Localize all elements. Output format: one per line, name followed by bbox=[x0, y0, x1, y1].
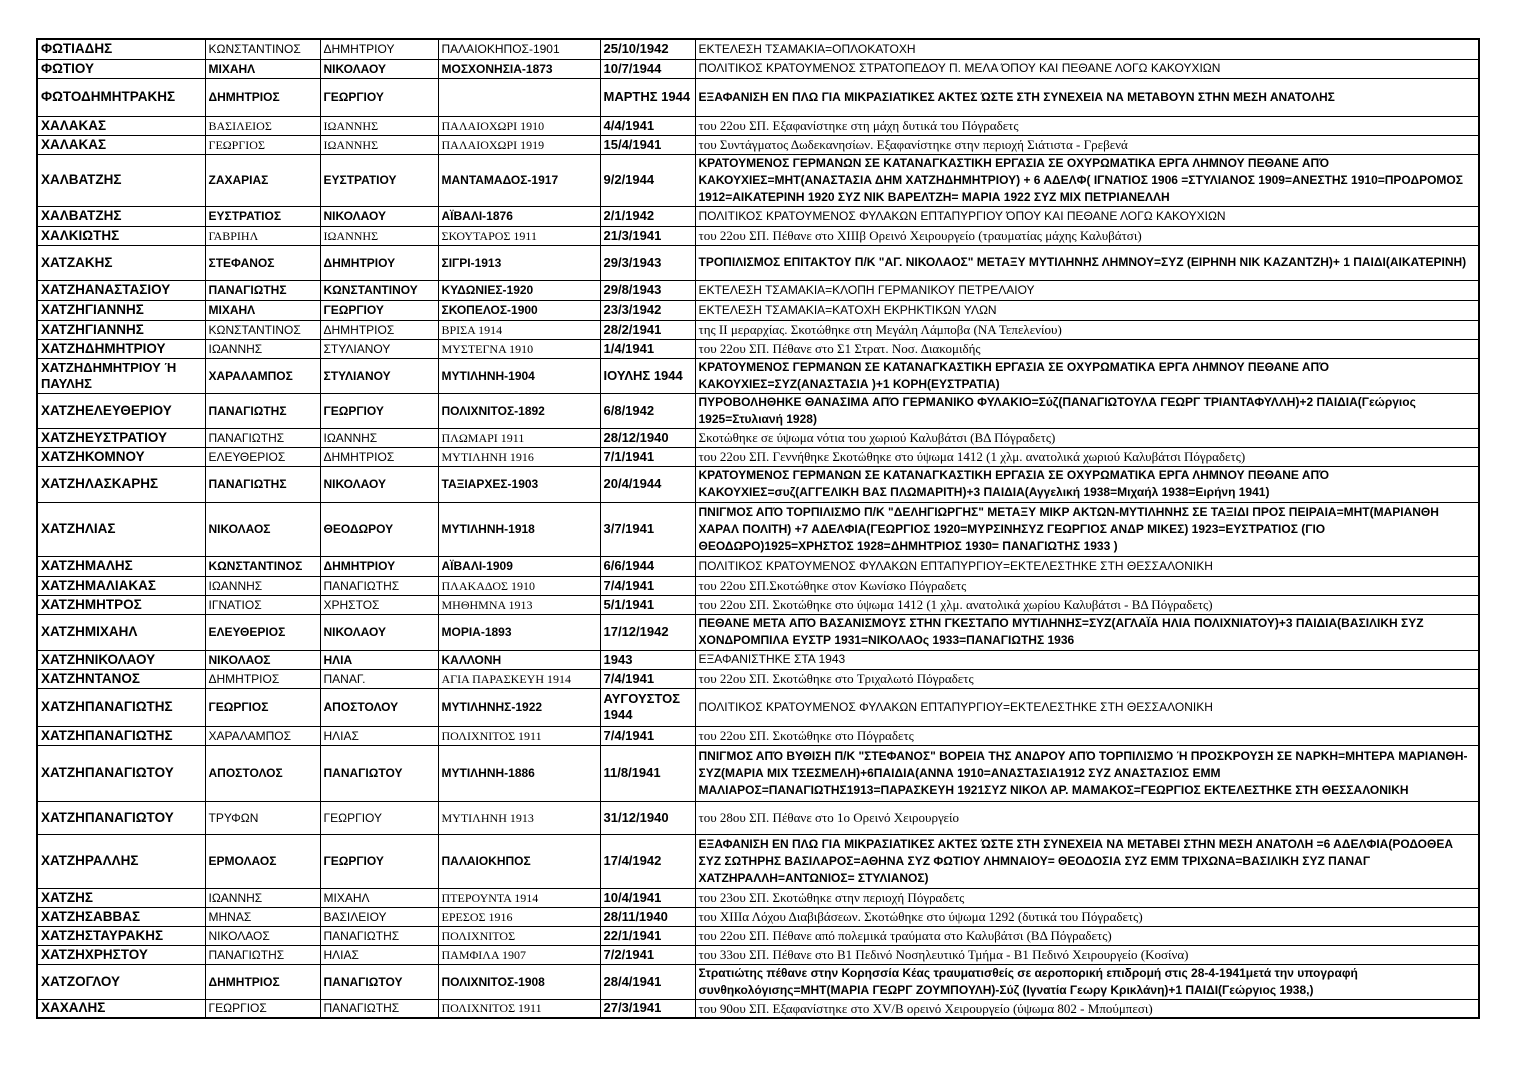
birthplace-cell: ΜΥΤΙΛΗΝΗΣ-1922 bbox=[438, 688, 600, 726]
surname-cell: ΧΑΤΖΗΛΙΑΣ bbox=[37, 502, 205, 556]
father-name-cell: ΝΙΚΟΛΑΟΥ bbox=[320, 614, 438, 650]
surname-cell: ΧΑΤΖΗΣΤΑΥΡΑΚΗΣ bbox=[37, 926, 205, 945]
birthplace-cell: ΜΥΤΙΛΗΝΗ 1913 bbox=[438, 801, 600, 834]
description-cell: ΤΡΟΠΙΛΙΣΜΟΣ ΕΠΙΤΑΚΤΟΥ Π/Κ "ΑΓ. ΝΙΚΟΛΑΟΣ" ΜΕΤΑΞΥ ΜΥΤΙΛΗΝΗΣ ΛΗΜΝΟΥ=ΣΥΖ (ΕΙΡΗΝΗ ΝΙΚ ΚΑΖΑΝΤΖΗ)+ 1 ΠΑΙΔΙ(ΑΙΚΑΤΕΡΙΝΗ) bbox=[695, 245, 1479, 280]
father-name-cell: ΘΕΟΔΩΡΟΥ bbox=[320, 502, 438, 556]
surname-cell: ΧΑΤΖΗΕΛΕΥΘΕΡΙΟΥ bbox=[37, 393, 205, 428]
table-row bbox=[37, 245, 1479, 280]
surname-cell: ΦΩΤΟΔΗΜΗΤΡΑΚΗΣ bbox=[37, 78, 205, 116]
surname-cell: ΧΑΤΖΗΜΙΧΑΗΛ bbox=[37, 614, 205, 650]
date-cell: 5/1/1941 bbox=[600, 595, 695, 614]
first-name-cell: ΧΑΡΑΛΑΜΠΟΣ bbox=[205, 358, 320, 393]
description-cell: του 22ου ΣΠ. Πέθανε από πολεμικά τραύματα στο Καλυβάτσι (ΒΔ Πόγραδετς) bbox=[695, 926, 1479, 945]
description-cell: ΕΚΤΕΛΕΣΗ ΤΣΑΜΑΚΙΑ=ΚΛΟΠΗ ΓΕΡΜΑΝΙΚΟΥ ΠΕΤΡΕΛΑΙΟΥ bbox=[695, 280, 1479, 300]
table-row bbox=[37, 669, 1479, 688]
first-name-cell: ΠΑΝΑΓΙΩΤΗΣ bbox=[205, 393, 320, 428]
birthplace-cell: ΚΑΛΛΟΝΗ bbox=[438, 650, 600, 669]
date-cell: 7/4/1941 bbox=[600, 669, 695, 688]
date-cell: 7/4/1941 bbox=[600, 576, 695, 595]
date-cell: 6/8/1942 bbox=[600, 393, 695, 428]
first-name-cell: ΓΑΒΡΙΗΛ bbox=[205, 226, 320, 245]
father-name-cell: ΝΙΚΟΛΑΟΥ bbox=[320, 59, 438, 78]
description-cell: ΠΟΛΙΤΙΚΟΣ ΚΡΑΤΟΥΜΕΝΟΣ ΣΤΡΑΤΟΠΕΔΟΥ Π. ΜΕΛΑ ΌΠΟΥ ΚΑΙ ΠΕΘΑΝΕ ΛΟΓΩ ΚΑΚΟΥΧΙΩΝ bbox=[695, 59, 1479, 78]
first-name-cell: ΔΗΜΗΤΡΙΟΣ bbox=[205, 78, 320, 116]
date-cell: 17/4/1942 bbox=[600, 834, 695, 888]
first-name-cell: ΕΥΣΤΡΑΤΙΟΣ bbox=[205, 206, 320, 226]
date-cell: 10/4/1941 bbox=[600, 888, 695, 907]
surname-cell: ΧΑΤΖΟΓΛΟΥ bbox=[37, 964, 205, 999]
description-cell: ΕΞΑΦΑΝΙΣΤΗΚΕ ΣΤΑ 1943 bbox=[695, 650, 1479, 669]
birthplace-cell: ΜΟΡΙΑ-1893 bbox=[438, 614, 600, 650]
surname-cell: ΧΑΤΖΗΡΑΛΛΗΣ bbox=[37, 834, 205, 888]
father-name-cell: ΠΑΝΑΓΙΩΤΟΥ bbox=[320, 964, 438, 999]
father-name-cell: ΔΗΜΗΤΡΙΟΥ bbox=[320, 245, 438, 280]
birthplace-cell: ΠΟΛΙΧΝΙΤΟΣ 1911 bbox=[438, 726, 600, 745]
date-cell: 28/2/1941 bbox=[600, 320, 695, 339]
surname-cell: ΧΑΤΖΗΠΑΝΑΓΙΩΤΗΣ bbox=[37, 688, 205, 726]
birthplace-cell: ΑΪΒΑΛΙ-1909 bbox=[438, 556, 600, 576]
father-name-cell: ΣΤΥΛΙΑΝΟΥ bbox=[320, 339, 438, 358]
table-row bbox=[37, 154, 1479, 206]
father-name-cell: ΜΙΧΑΗΛ bbox=[320, 888, 438, 907]
table-row bbox=[37, 78, 1479, 116]
date-cell: 29/3/1943 bbox=[600, 245, 695, 280]
date-cell: 28/4/1941 bbox=[600, 964, 695, 999]
date-cell: 6/6/1944 bbox=[600, 556, 695, 576]
surname-cell: ΧΑΤΖΗΔΗΜΗΤΡΙΟΥ bbox=[37, 339, 205, 358]
first-name-cell: ΠΑΝΑΓΙΩΤΗΣ bbox=[205, 466, 320, 502]
date-cell: 1943 bbox=[600, 650, 695, 669]
description-cell: ΠΕΘΑΝΕ ΜΕΤΑ ΑΠΌ ΒΑΣΑΝΙΣΜΟΥΣ ΣΤΗΝ ΓΚΕΣΤΑΠΟ ΜΥΤΙΛΗΝΗΣ=ΣΥΖ(ΑΓΛΑΪΑ ΗΛΙΑ ΠΟΛΙΧΝΙΑΤΟΥ)+3 ΠΑΙΔΙΑ(ΒΑΣΙΛΙΚΗ ΣΥΖ ΧΟΝΔΡΟΜΠΙΛΑ ΕΥΣΤΡ 1931=ΝΙΚΟΛΑΟς 1933=ΠΑΝΑΓΙΩΤΗΣ 1936 bbox=[695, 614, 1479, 650]
description-cell: ΠΝΙΓΜΟΣ ΑΠΌ ΒΥΘΙΣΗ Π/Κ "ΣΤΕΦΑΝΟΣ" ΒΟΡΕΙΑ ΤΗΣ ΑΝΔΡΟΥ ΑΠΌ ΤΟΡΠΙΛΙΣΜΟ Ή ΠΡΟΣΚΡΟΥΣΗ ΣΕ ΝΑΡΚΗ=ΜΗΤΕΡΑ ΜΑΡΙΑΝΘΗ-ΣΥΖ(ΜΑΡΙΑ ΜΙΧ ΤΣΕΣΜΕΛΗ)+6ΠΑΙΔΙΑ(ΑΝΝΑ 1910=ΑΝΑΣΤΑΣΙΑ1912 ΣΥΖ ΑΝΑΣΤΑΣΙΟΣ ΕΜΜ ΜΑΛΙΑΡΟΣ=ΠΑΝΑΓΙΩΤΗΣ1913=ΠΑΡΑΣΚΕΥΗ 1921ΣΥΖ ΝΙΚΟΛ ΑΡ. ΜΑΜΑΚΟΣ=ΓΕΩΡΓΙΟΣ ΕΚΤΕΛΕΣΤΗΚΕ ΣΤΗ ΘΕΣΣΑΛΟΝΙΚΗ bbox=[695, 745, 1479, 801]
birthplace-cell: ΣΚΟΥΤΑΡΟΣ 1911 bbox=[438, 226, 600, 245]
first-name-cell: ΙΩΑΝΝΗΣ bbox=[205, 888, 320, 907]
father-name-cell: ΗΛΙΑ bbox=[320, 650, 438, 669]
first-name-cell: ΣΤΕΦΑΝΟΣ bbox=[205, 245, 320, 280]
table-row bbox=[37, 726, 1479, 745]
surname-cell: ΧΑΤΖΗΣ bbox=[37, 888, 205, 907]
description-cell: του 22ου ΣΠ. Σκοτώθηκε στο Τριχαλωτό Πόγραδετς bbox=[695, 669, 1479, 688]
table-row bbox=[37, 39, 1479, 59]
birthplace-cell: ΜΥΤΙΛΗΝΗ-1904 bbox=[438, 358, 600, 393]
father-name-cell: ΣΤΥΛΙΑΝΟΥ bbox=[320, 358, 438, 393]
table-row bbox=[37, 502, 1479, 556]
father-name-cell: ΙΩΑΝΝΗΣ bbox=[320, 428, 438, 447]
description-cell: ΕΚΤΕΛΕΣΗ ΤΣΑΜΑΚΙΑ=ΟΠΛΟΚΑΤΟΧΗ bbox=[695, 39, 1479, 59]
table-row bbox=[37, 999, 1479, 1018]
surname-cell: ΧΑΤΖΗΠΑΝΑΓΙΩΤΗΣ bbox=[37, 726, 205, 745]
date-cell: 15/4/1941 bbox=[600, 135, 695, 154]
date-cell: 29/8/1943 bbox=[600, 280, 695, 300]
description-cell: ΚΡΑΤΟΥΜΕΝΟΣ ΓΕΡΜΑΝΩΝ ΣΕ ΚΑΤΑΝΑΓΚΑΣΤΙΚΗ ΕΡΓΑΣΙΑ ΣΕ ΟΧΥΡΩΜΑΤΙΚΑ ΕΡΓΑ ΛΗΜΝΟΥ ΠΕΘΑΝΕ ΑΠΌ ΚΑΚΟΥΧΙΕΣ=συζ(ΑΓΓΕΛΙΚΗ ΒΑΣ ΠΛΩΜΑΡΙΤΗ)+3 ΠΑΙΔΙΑ(Αγγελική 1938=Μιχαήλ 1938=Ειρήνη 1941) bbox=[695, 466, 1479, 502]
surname-cell: ΧΑΤΖΗΚΟΜΝΟΥ bbox=[37, 447, 205, 466]
date-cell: 7/1/1941 bbox=[600, 447, 695, 466]
surname-cell: ΧΑΤΖΗΝΤΑΝΟΣ bbox=[37, 669, 205, 688]
description-cell: ΕΞΑΦΑΝΙΣΗ ΕΝ ΠΛΩ ΓΙΑ ΜΙΚΡΑΣΙΑΤΙΚΕΣ ΑΚΤΕΣ ΏΣΤΕ ΣΤΗ ΣΥΝΕΧΕΙΑ ΝΑ ΜΕΤΑΒΟΥΝ ΣΤΗΝ ΜΕΣΗ ΑΝΑΤΟΛΗΣ bbox=[695, 78, 1479, 116]
birthplace-cell: ΑΓΙΑ ΠΑΡΑΣΚΕΥΗ 1914 bbox=[438, 669, 600, 688]
father-name-cell: ΙΩΑΝΝΗΣ bbox=[320, 226, 438, 245]
father-name-cell: ΠΑΝΑΓΙΩΤΗΣ bbox=[320, 999, 438, 1018]
table-row bbox=[37, 926, 1479, 945]
table-row bbox=[37, 466, 1479, 502]
table-row bbox=[37, 339, 1479, 358]
father-name-cell: ΠΑΝΑΓ. bbox=[320, 669, 438, 688]
first-name-cell: ΕΛΕΥΘΕΡΙΟΣ bbox=[205, 614, 320, 650]
date-cell: 20/4/1944 bbox=[600, 466, 695, 502]
father-name-cell: ΙΩΑΝΝΗΣ bbox=[320, 116, 438, 135]
first-name-cell: ΝΙΚΟΛΑΟΣ bbox=[205, 502, 320, 556]
date-cell: 23/3/1942 bbox=[600, 300, 695, 320]
father-name-cell: ΓΕΩΡΓΙΟΥ bbox=[320, 78, 438, 116]
date-cell: ΜΑΡΤΗΣ 1944 bbox=[600, 78, 695, 116]
birthplace-cell: ΠΑΛΑΙΟΧΩΡΙ 1910 bbox=[438, 116, 600, 135]
father-name-cell: ΗΛΙΑΣ bbox=[320, 945, 438, 964]
description-cell: του 23ου ΣΠ. Σκοτώθηκε στην περιοχή Πόγραδετς bbox=[695, 888, 1479, 907]
description-cell: του 22ου ΣΠ. Εξαφανίστηκε στη μάχη δυτικά του Πόγραδετς bbox=[695, 116, 1479, 135]
first-name-cell: ΠΑΝΑΓΙΩΤΗΣ bbox=[205, 280, 320, 300]
first-name-cell: ΝΙΚΟΛΑΟΣ bbox=[205, 650, 320, 669]
father-name-cell: ΠΑΝΑΓΙΩΤΗΣ bbox=[320, 926, 438, 945]
surname-cell: ΧΑΤΖΗΧΡΗΣΤΟΥ bbox=[37, 945, 205, 964]
surname-cell: ΧΑΤΖΗΑΝΑΣΤΑΣΙΟΥ bbox=[37, 280, 205, 300]
description-cell: ΕΚΤΕΛΕΣΗ ΤΣΑΜΑΚΙΑ=ΚΑΤΟΧΗ ΕΚΡΗΚΤΙΚΩΝ ΥΛΩΝ bbox=[695, 300, 1479, 320]
surname-cell: ΧΑΤΖΗΜΑΛΙΑΚΑΣ bbox=[37, 576, 205, 595]
surname-cell: ΧΑΤΖΗΣΑΒΒΑΣ bbox=[37, 907, 205, 926]
birthplace-cell: ΜΥΤΙΛΗΝΗ-1918 bbox=[438, 502, 600, 556]
date-cell: ΙΟΥΛΗΣ 1944 bbox=[600, 358, 695, 393]
surname-cell: ΧΑΤΖΗΓΙΑΝΝΗΣ bbox=[37, 300, 205, 320]
records-table-body bbox=[37, 39, 1479, 1018]
description-cell: του ΧΙΙΙα Λόχου Διαβιβάσεων. Σκοτώθηκε στο ύψωμα 1292 (δυτικά του Πόγραδετς) bbox=[695, 907, 1479, 926]
father-name-cell: ΝΙΚΟΛΑΟΥ bbox=[320, 466, 438, 502]
date-cell: 1/4/1941 bbox=[600, 339, 695, 358]
date-cell: 7/2/1941 bbox=[600, 945, 695, 964]
father-name-cell: ΕΥΣΤΡΑΤΙΟΥ bbox=[320, 154, 438, 206]
table-row bbox=[37, 888, 1479, 907]
first-name-cell: ΜΙΧΑΗΛ bbox=[205, 300, 320, 320]
surname-cell: ΦΩΤΙΟΥ bbox=[37, 59, 205, 78]
date-cell: 2/1/1942 bbox=[600, 206, 695, 226]
description-cell: ΠΝΙΓΜΟΣ ΑΠΌ ΤΟΡΠΙΛΙΣΜΟ Π/Κ "ΔΕΛΗΓΙΩΡΓΗΣ" ΜΕΤΑΞΥ ΜΙΚΡ ΑΚΤΩΝ-ΜΥΤΙΛΗΝΗΣ ΣΕ ΤΑΞΙΔΙ ΠΡΟΣ ΠΕΙΡΑΙΑ=ΜΗΤ(ΜΑΡΙΑΝΘΗ ΧΑΡΑΛ ΠΟΛΙΤΗ) +7 ΑΔΕΛΦΙΑ(ΓΕΩΡΓΙΟΣ 1920=ΜΥΡΣΙΝΗΣΥΖ ΓΕΩΡΓΙΟΣ ΑΝΔΡ ΜΙΚΕΣ) 1923=ΕΥΣΤΡΑΤΙΟΣ (ΓΙΟ ΘΕΟΔΩΡΟ)1925=ΧΡΗΣΤΟΣ 1928=ΔΗΜΗΤΡΙΟΣ 1930= ΠΑΝΑΓΙΩΤΗΣ 1933 ) bbox=[695, 502, 1479, 556]
date-cell: 21/3/1941 bbox=[600, 226, 695, 245]
description-cell: του 90ου ΣΠ. Εξαφανίστηκε στο ΧV/B ορεινό Χειρουργείο (ύψωμα 802 - Μπούμπεσι) bbox=[695, 999, 1479, 1018]
birthplace-cell: ΜΥΤΙΛΗΝΗ 1916 bbox=[438, 447, 600, 466]
date-cell: 4/4/1941 bbox=[600, 116, 695, 135]
birthplace-cell: ΠΟΛΙΧΝΙΤΟΣ bbox=[438, 926, 600, 945]
table-row bbox=[37, 320, 1479, 339]
birthplace-cell: ΠΟΛΙΧΝΙΤΟΣ-1892 bbox=[438, 393, 600, 428]
date-cell: 27/3/1941 bbox=[600, 999, 695, 1018]
first-name-cell: ΙΩΑΝΝΗΣ bbox=[205, 576, 320, 595]
records-table bbox=[36, 38, 1480, 1019]
table-row bbox=[37, 945, 1479, 964]
date-cell: 28/12/1940 bbox=[600, 428, 695, 447]
date-cell: 11/8/1941 bbox=[600, 745, 695, 801]
father-name-cell: ΓΕΩΡΓΙΟΥ bbox=[320, 393, 438, 428]
first-name-cell: ΖΑΧΑΡΙΑΣ bbox=[205, 154, 320, 206]
table-row bbox=[37, 447, 1479, 466]
first-name-cell: ΠΑΝΑΓΙΩΤΗΣ bbox=[205, 945, 320, 964]
surname-cell: ΧΑΤΖΗΕΥΣΤΡΑΤΙΟΥ bbox=[37, 428, 205, 447]
birthplace-cell: ΠΑΛΑΙΟΧΩΡΙ 1919 bbox=[438, 135, 600, 154]
first-name-cell: ΔΗΜΗΤΡΙΟΣ bbox=[205, 669, 320, 688]
table-row bbox=[37, 393, 1479, 428]
table-row bbox=[37, 59, 1479, 78]
first-name-cell: ΓΕΩΡΓΙΟΣ bbox=[205, 999, 320, 1018]
father-name-cell: ΓΕΩΡΓΙΟΥ bbox=[320, 300, 438, 320]
birthplace-cell: ΠΟΛΙΧΝΙΤΟΣ-1908 bbox=[438, 964, 600, 999]
birthplace-cell: ΤΑΞΙΑΡΧΕΣ-1903 bbox=[438, 466, 600, 502]
description-cell: του 22ου ΣΠ. Γεννήθηκε Σκοτώθηκε στο ύψωμα 1412 (1 χλμ. ανατολικά χωριού Καλυβάτσι Πόγραδετς) bbox=[695, 447, 1479, 466]
table-row bbox=[37, 745, 1479, 801]
birthplace-cell bbox=[438, 78, 600, 116]
first-name-cell: ΑΠΟΣΤΟΛΟΣ bbox=[205, 745, 320, 801]
date-cell: 7/4/1941 bbox=[600, 726, 695, 745]
date-cell: 9/2/1944 bbox=[600, 154, 695, 206]
table-row bbox=[37, 428, 1479, 447]
table-row bbox=[37, 907, 1479, 926]
father-name-cell: ΓΕΩΡΓΙΟΥ bbox=[320, 801, 438, 834]
date-cell: 22/1/1941 bbox=[600, 926, 695, 945]
description-cell: ΠΥΡΟΒΟΛΗΘΗΚΕ ΘΑΝΑΣΙΜΑ ΑΠΌ ΓΕΡΜΑΝΙΚΟ ΦΥΛΑΚΙΟ=Σύζ(ΠΑΝΑΓΙΩΤΟΥΛΑ ΓΕΩΡΓ ΤΡΙΑΝΤΑΦΥΛΛΗ)+2 ΠΑΙΔΙΑ(Γεώργιος 1925=Στυλιανή 1928) bbox=[695, 393, 1479, 428]
table-row bbox=[37, 116, 1479, 135]
description-cell: του 33ου ΣΠ. Πέθανε στο Β1 Πεδινό Νοσηλευτικό Τμήμα - Β1 Πεδινό Χειρουργείο (Κοσίνα) bbox=[695, 945, 1479, 964]
first-name-cell: ΙΩΑΝΝΗΣ bbox=[205, 339, 320, 358]
date-cell: 25/10/1942 bbox=[600, 39, 695, 59]
birthplace-cell: ΜΥΤΙΛΗΝΗ-1886 bbox=[438, 745, 600, 801]
description-cell: του 22ου ΣΠ. Πέθανε στο ΧΙΙΙβ Ορεινό Χειρουργείο (τραυματίας μάχης Καλυβάτσι) bbox=[695, 226, 1479, 245]
description-cell: του 22ου ΣΠ. Σκοτώθηκε στο Πόγραδετς bbox=[695, 726, 1479, 745]
table-row bbox=[37, 595, 1479, 614]
table-row bbox=[37, 556, 1479, 576]
surname-cell: ΧΑΛΚΙΩΤΗΣ bbox=[37, 226, 205, 245]
description-cell: της ΙΙ μεραρχίας. Σκοτώθηκε στη Μεγάλη Λάμποβα (ΝΑ Τεπελενίου) bbox=[695, 320, 1479, 339]
table-row bbox=[37, 576, 1479, 595]
first-name-cell: ΒΑΣΙΛΕΙΟΣ bbox=[205, 116, 320, 135]
description-cell: ΚΡΑΤΟΥΜΕΝΟΣ ΓΕΡΜΑΝΩΝ ΣΕ ΚΑΤΑΝΑΓΚΑΣΤΙΚΗ ΕΡΓΑΣΙΑ ΣΕ ΟΧΥΡΩΜΑΤΙΚΑ ΕΡΓΑ ΛΗΜΝΟΥ ΠΕΘΑΝΕ ΑΠΌ ΚΑΚΟΥΧΙΕΣ=ΜΗΤ(ΑΝΑΣΤΑΣΙΑ ΔΗΜ ΧΑΤΖΗΔΗΜΗΤΡΙΟΥ) + 6 ΑΔΕΛΦ( ΙΓΝΑΤΙΟΣ 1906 =ΣΤΥΛΙΑΝΟΣ 1909=ΑΝΕΣΤΗΣ 1910=ΠΡΟΔΡΟΜΟΣ 1912=ΑΙΚΑΤΕΡΙΝΗ 1920 ΣΥΖ ΝΙΚ ΒΑΡΕΛΤΖΗ= ΜΑΡΙΑ 1922 ΣΥΖ ΜΙΧ ΠΕΤΡΙΑΝΕΛΛΗ bbox=[695, 154, 1479, 206]
birthplace-cell: ΠΑΛΑΙΟΚΗΠΟΣ bbox=[438, 834, 600, 888]
father-name-cell: ΒΑΣΙΛΕΙΟΥ bbox=[320, 907, 438, 926]
date-cell: 31/12/1940 bbox=[600, 801, 695, 834]
date-cell: 28/11/1940 bbox=[600, 907, 695, 926]
date-cell: ΑΥΓΟΥΣΤΟΣ 1944 bbox=[600, 688, 695, 726]
first-name-cell: ΕΡΜΟΛΑΟΣ bbox=[205, 834, 320, 888]
table-row bbox=[37, 650, 1479, 669]
father-name-cell: ΔΗΜΗΤΡΙΟΣ bbox=[320, 320, 438, 339]
table-row bbox=[37, 614, 1479, 650]
birthplace-cell: ΣΙΓΡΙ-1913 bbox=[438, 245, 600, 280]
father-name-cell: ΠΑΝΑΓΙΩΤΟΥ bbox=[320, 745, 438, 801]
father-name-cell: ΝΙΚΟΛΑΟΥ bbox=[320, 206, 438, 226]
birthplace-cell: ΠΟΛΙΧΝΙΤΟΣ 1911 bbox=[438, 999, 600, 1018]
father-name-cell: ΔΗΜΗΤΡΙΟΣ bbox=[320, 447, 438, 466]
father-name-cell: ΔΗΜΗΤΡΙΟΥ bbox=[320, 39, 438, 59]
father-name-cell: ΙΩΑΝΝΗΣ bbox=[320, 135, 438, 154]
surname-cell: ΧΑΤΖΗΜΑΛΗΣ bbox=[37, 556, 205, 576]
description-cell: του 22ου ΣΠ. Πέθανε στο Σ1 Στρατ. Νοσ. Διακομιδής bbox=[695, 339, 1479, 358]
surname-cell: ΧΑΤΖΗΜΗΤΡΟΣ bbox=[37, 595, 205, 614]
table-row bbox=[37, 135, 1479, 154]
surname-cell: ΧΑΛΒΑΤΖΗΣ bbox=[37, 154, 205, 206]
surname-cell: ΧΑΤΖΗΛΑΣΚΑΡΗΣ bbox=[37, 466, 205, 502]
date-cell: 10/7/1944 bbox=[600, 59, 695, 78]
first-name-cell: ΤΡΥΦΩΝ bbox=[205, 801, 320, 834]
surname-cell: ΧΑΛΒΑΤΖΗΣ bbox=[37, 206, 205, 226]
surname-cell: ΧΑΤΖΗΓΙΑΝΝΗΣ bbox=[37, 320, 205, 339]
birthplace-cell: ΠΛΩΜΑΡΙ 1911 bbox=[438, 428, 600, 447]
first-name-cell: ΚΩΝΣΤΑΝΤΙΝΟΣ bbox=[205, 556, 320, 576]
description-cell: ΕΞΑΦΑΝΙΣΗ ΕΝ ΠΛΩ ΓΙΑ ΜΙΚΡΑΣΙΑΤΙΚΕΣ ΑΚΤΕΣ ΏΣΤΕ ΣΤΗ ΣΥΝΕΧΕΙΑ ΝΑ ΜΕΤΑΒΕΙ ΣΤΗΝ ΜΕΣΗ ΑΝΑΤΟΛΗ =6 ΑΔΕΛΦΙΑ(ΡΟΔΟΘΕΑ ΣΥΖ ΣΩΤΗΡΗΣ ΒΑΣΙΛΑΡΟΣ=ΑΘΗΝΑ ΣΥΖ ΦΩΤΙΟΥ ΛΗΜΝΑΙΟΥ= ΘΕΟΔΟΣΙΑ ΣΥΖ ΕΜΜ ΤΡΙΧΩΝΑ=ΒΑΣΙΛΙΚΗ ΣΥΖ ΠΑΝΑΓ ΧΑΤΖΗΡΑΛΛΗ=ΑΝΤΩΝΙΟΣ= ΣΤΥΛΙΑΝΟΣ) bbox=[695, 834, 1479, 888]
birthplace-cell: ΠΛΑΚΑΔΟΣ 1910 bbox=[438, 576, 600, 595]
surname-cell: ΧΑΤΖΑΚΗΣ bbox=[37, 245, 205, 280]
first-name-cell: ΧΑΡΑΛΑΜΠΟΣ bbox=[205, 726, 320, 745]
table-row bbox=[37, 280, 1479, 300]
first-name-cell: ΓΕΩΡΓΙΟΣ bbox=[205, 135, 320, 154]
first-name-cell: ΚΩΝΣΤΑΝΤΙΝΟΣ bbox=[205, 320, 320, 339]
description-cell: ΚΡΑΤΟΥΜΕΝΟΣ ΓΕΡΜΑΝΩΝ ΣΕ ΚΑΤΑΝΑΓΚΑΣΤΙΚΗ ΕΡΓΑΣΙΑ ΣΕ ΟΧΥΡΩΜΑΤΙΚΑ ΕΡΓΑ ΛΗΜΝΟΥ ΠΕΘΑΝΕ ΑΠΌ ΚΑΚΟΥΧΙΕΣ=ΣΥΖ(ΑΝΑΣΤΑΣΙΑ )+1 ΚΟΡΗ(ΕΥΣΤΡΑΤΙΑ) bbox=[695, 358, 1479, 393]
description-cell: ΠΟΛΙΤΙΚΟΣ ΚΡΑΤΟΥΜΕΝΟΣ ΦΥΛΑΚΩΝ ΕΠΤΑΠΥΡΓΙΟΥ=ΕΚΤΕΛΕΣΤΗΚΕ ΣΤΗ ΘΕΣΣΑΛΟΝΙΚΗ bbox=[695, 688, 1479, 726]
surname-cell: ΧΑΤΖΗΔΗΜΗΤΡΙΟΥ Ή ΠΑΥΛΗΣ bbox=[37, 358, 205, 393]
description-cell: του 22ου ΣΠ.Σκοτώθηκε στον Κωνίσκο Πόγραδετς bbox=[695, 576, 1479, 595]
first-name-cell: ΜΙΧΑΗΛ bbox=[205, 59, 320, 78]
description-cell: του Συντάγματος Δωδεκανησίων. Εξαφανίστηκε στην περιοχή Σιάτιστα - Γρεβενά bbox=[695, 135, 1479, 154]
table-row bbox=[37, 834, 1479, 888]
surname-cell: ΧΑΤΖΗΠΑΝΑΓΙΩΤΟΥ bbox=[37, 745, 205, 801]
surname-cell: ΧΑΛΑΚΑΣ bbox=[37, 116, 205, 135]
birthplace-cell: ΜΟΣΧΟΝΗΣΙΑ-1873 bbox=[438, 59, 600, 78]
first-name-cell: ΔΗΜΗΤΡΙΟΣ bbox=[205, 964, 320, 999]
father-name-cell: ΚΩΝΣΤΑΝΤΙΝΟΥ bbox=[320, 280, 438, 300]
table-row bbox=[37, 226, 1479, 245]
birthplace-cell: ΒΡΙΣΑ 1914 bbox=[438, 320, 600, 339]
surname-cell: ΧΑΧΑΛΗΣ bbox=[37, 999, 205, 1018]
father-name-cell: ΔΗΜΗΤΡΙΟΥ bbox=[320, 556, 438, 576]
surname-cell: ΧΑΛΑΚΑΣ bbox=[37, 135, 205, 154]
surname-cell: ΧΑΤΖΗΠΑΝΑΓΙΩΤΟΥ bbox=[37, 801, 205, 834]
table-row bbox=[37, 300, 1479, 320]
birthplace-cell: ΜΥΣΤΕΓΝΑ 1910 bbox=[438, 339, 600, 358]
father-name-cell: ΧΡΗΣΤΟΣ bbox=[320, 595, 438, 614]
description-cell: ΠΟΛΙΤΙΚΟΣ ΚΡΑΤΟΥΜΕΝΟΣ ΦΥΛΑΚΩΝ ΕΠΤΑΠΥΡΓΙΟΥ ΌΠΟΥ ΚΑΙ ΠΕΘΑΝΕ ΛΟΓΩ ΚΑΚΟΥΧΙΩΝ bbox=[695, 206, 1479, 226]
birthplace-cell: ΕΡΕΣΟΣ 1916 bbox=[438, 907, 600, 926]
surname-cell: ΧΑΤΖΗΝΙΚΟΛΑΟΥ bbox=[37, 650, 205, 669]
table-row bbox=[37, 801, 1479, 834]
first-name-cell: ΠΑΝΑΓΙΩΤΗΣ bbox=[205, 428, 320, 447]
birthplace-cell: ΜΗΘΗΜΝΑ 1913 bbox=[438, 595, 600, 614]
description-cell: ΠΟΛΙΤΙΚΟΣ ΚΡΑΤΟΥΜΕΝΟΣ ΦΥΛΑΚΩΝ ΕΠΤΑΠΥΡΓΙΟΥ=ΕΚΤΕΛΕΣΤΗΚΕ ΣΤΗ ΘΕΣΣΑΛΟΝΙΚΗ bbox=[695, 556, 1479, 576]
table-row bbox=[37, 206, 1479, 226]
birthplace-cell: ΚΥΔΩΝΙΕΣ-1920 bbox=[438, 280, 600, 300]
father-name-cell: ΑΠΟΣΤΟΛΟΥ bbox=[320, 688, 438, 726]
father-name-cell: ΗΛΙΑΣ bbox=[320, 726, 438, 745]
table-row bbox=[37, 358, 1479, 393]
first-name-cell: ΚΩΝΣΤΑΝΤΙΝΟΣ bbox=[205, 39, 320, 59]
date-cell: 17/12/1942 bbox=[600, 614, 695, 650]
table-row bbox=[37, 964, 1479, 999]
first-name-cell: ΕΛΕΥΘΕΡΙΟΣ bbox=[205, 447, 320, 466]
table-row bbox=[37, 688, 1479, 726]
date-cell: 3/7/1941 bbox=[600, 502, 695, 556]
first-name-cell: ΙΓΝΑΤΙΟΣ bbox=[205, 595, 320, 614]
birthplace-cell: ΜΑΝΤΑΜΑΔΟΣ-1917 bbox=[438, 154, 600, 206]
first-name-cell: ΓΕΩΡΓΙΟΣ bbox=[205, 688, 320, 726]
description-cell: του 28ου ΣΠ. Πέθανε στο 1ο Ορεινό Χειρουργείο bbox=[695, 801, 1479, 834]
first-name-cell: ΜΗΝΑΣ bbox=[205, 907, 320, 926]
birthplace-cell: ΣΚΟΠΕΛΟΣ-1900 bbox=[438, 300, 600, 320]
birthplace-cell: ΠΑΛΑΙΟΚΗΠΟΣ-1901 bbox=[438, 39, 600, 59]
birthplace-cell: ΑΪΒΑΛΙ-1876 bbox=[438, 206, 600, 226]
surname-cell: ΦΩΤΙΑΔΗΣ bbox=[37, 39, 205, 59]
birthplace-cell: ΠΤΕΡΟΥΝΤΑ 1914 bbox=[438, 888, 600, 907]
father-name-cell: ΠΑΝΑΓΙΩΤΗΣ bbox=[320, 576, 438, 595]
description-cell: Σκοτώθηκε σε ύψωμα νότια του χωριού Καλυβάτσι (ΒΔ Πόγραδετς) bbox=[695, 428, 1479, 447]
father-name-cell: ΓΕΩΡΓΙΟΥ bbox=[320, 834, 438, 888]
birthplace-cell: ΠΑΜΦΙΛΑ 1907 bbox=[438, 945, 600, 964]
description-cell: Στρατιώτης πέθανε στην Κορησσία Κέας τραυματισθείς σε αεροπορική επιδρομή στις 28-4-1941μετά την υπογραφή συνθηκολόγισης=ΜΗΤ(ΜΑΡΙΑ ΓΕΩΡΓ ΖΟΥΜΠΟΥΛΗ)-Σύζ (Ιγνατία Γεωργ Κρικλάνη)+1 ΠΑΙΔΙ(Γεώργιος 1938,) bbox=[695, 964, 1479, 999]
description-cell: του 22ου ΣΠ. Σκοτώθηκε στο ύψωμα 1412 (1 χλμ. ανατολικά χωρίου Καλυβάτσι - ΒΔ Πόγραδετς) bbox=[695, 595, 1479, 614]
first-name-cell: ΝΙΚΟΛΑΟΣ bbox=[205, 926, 320, 945]
